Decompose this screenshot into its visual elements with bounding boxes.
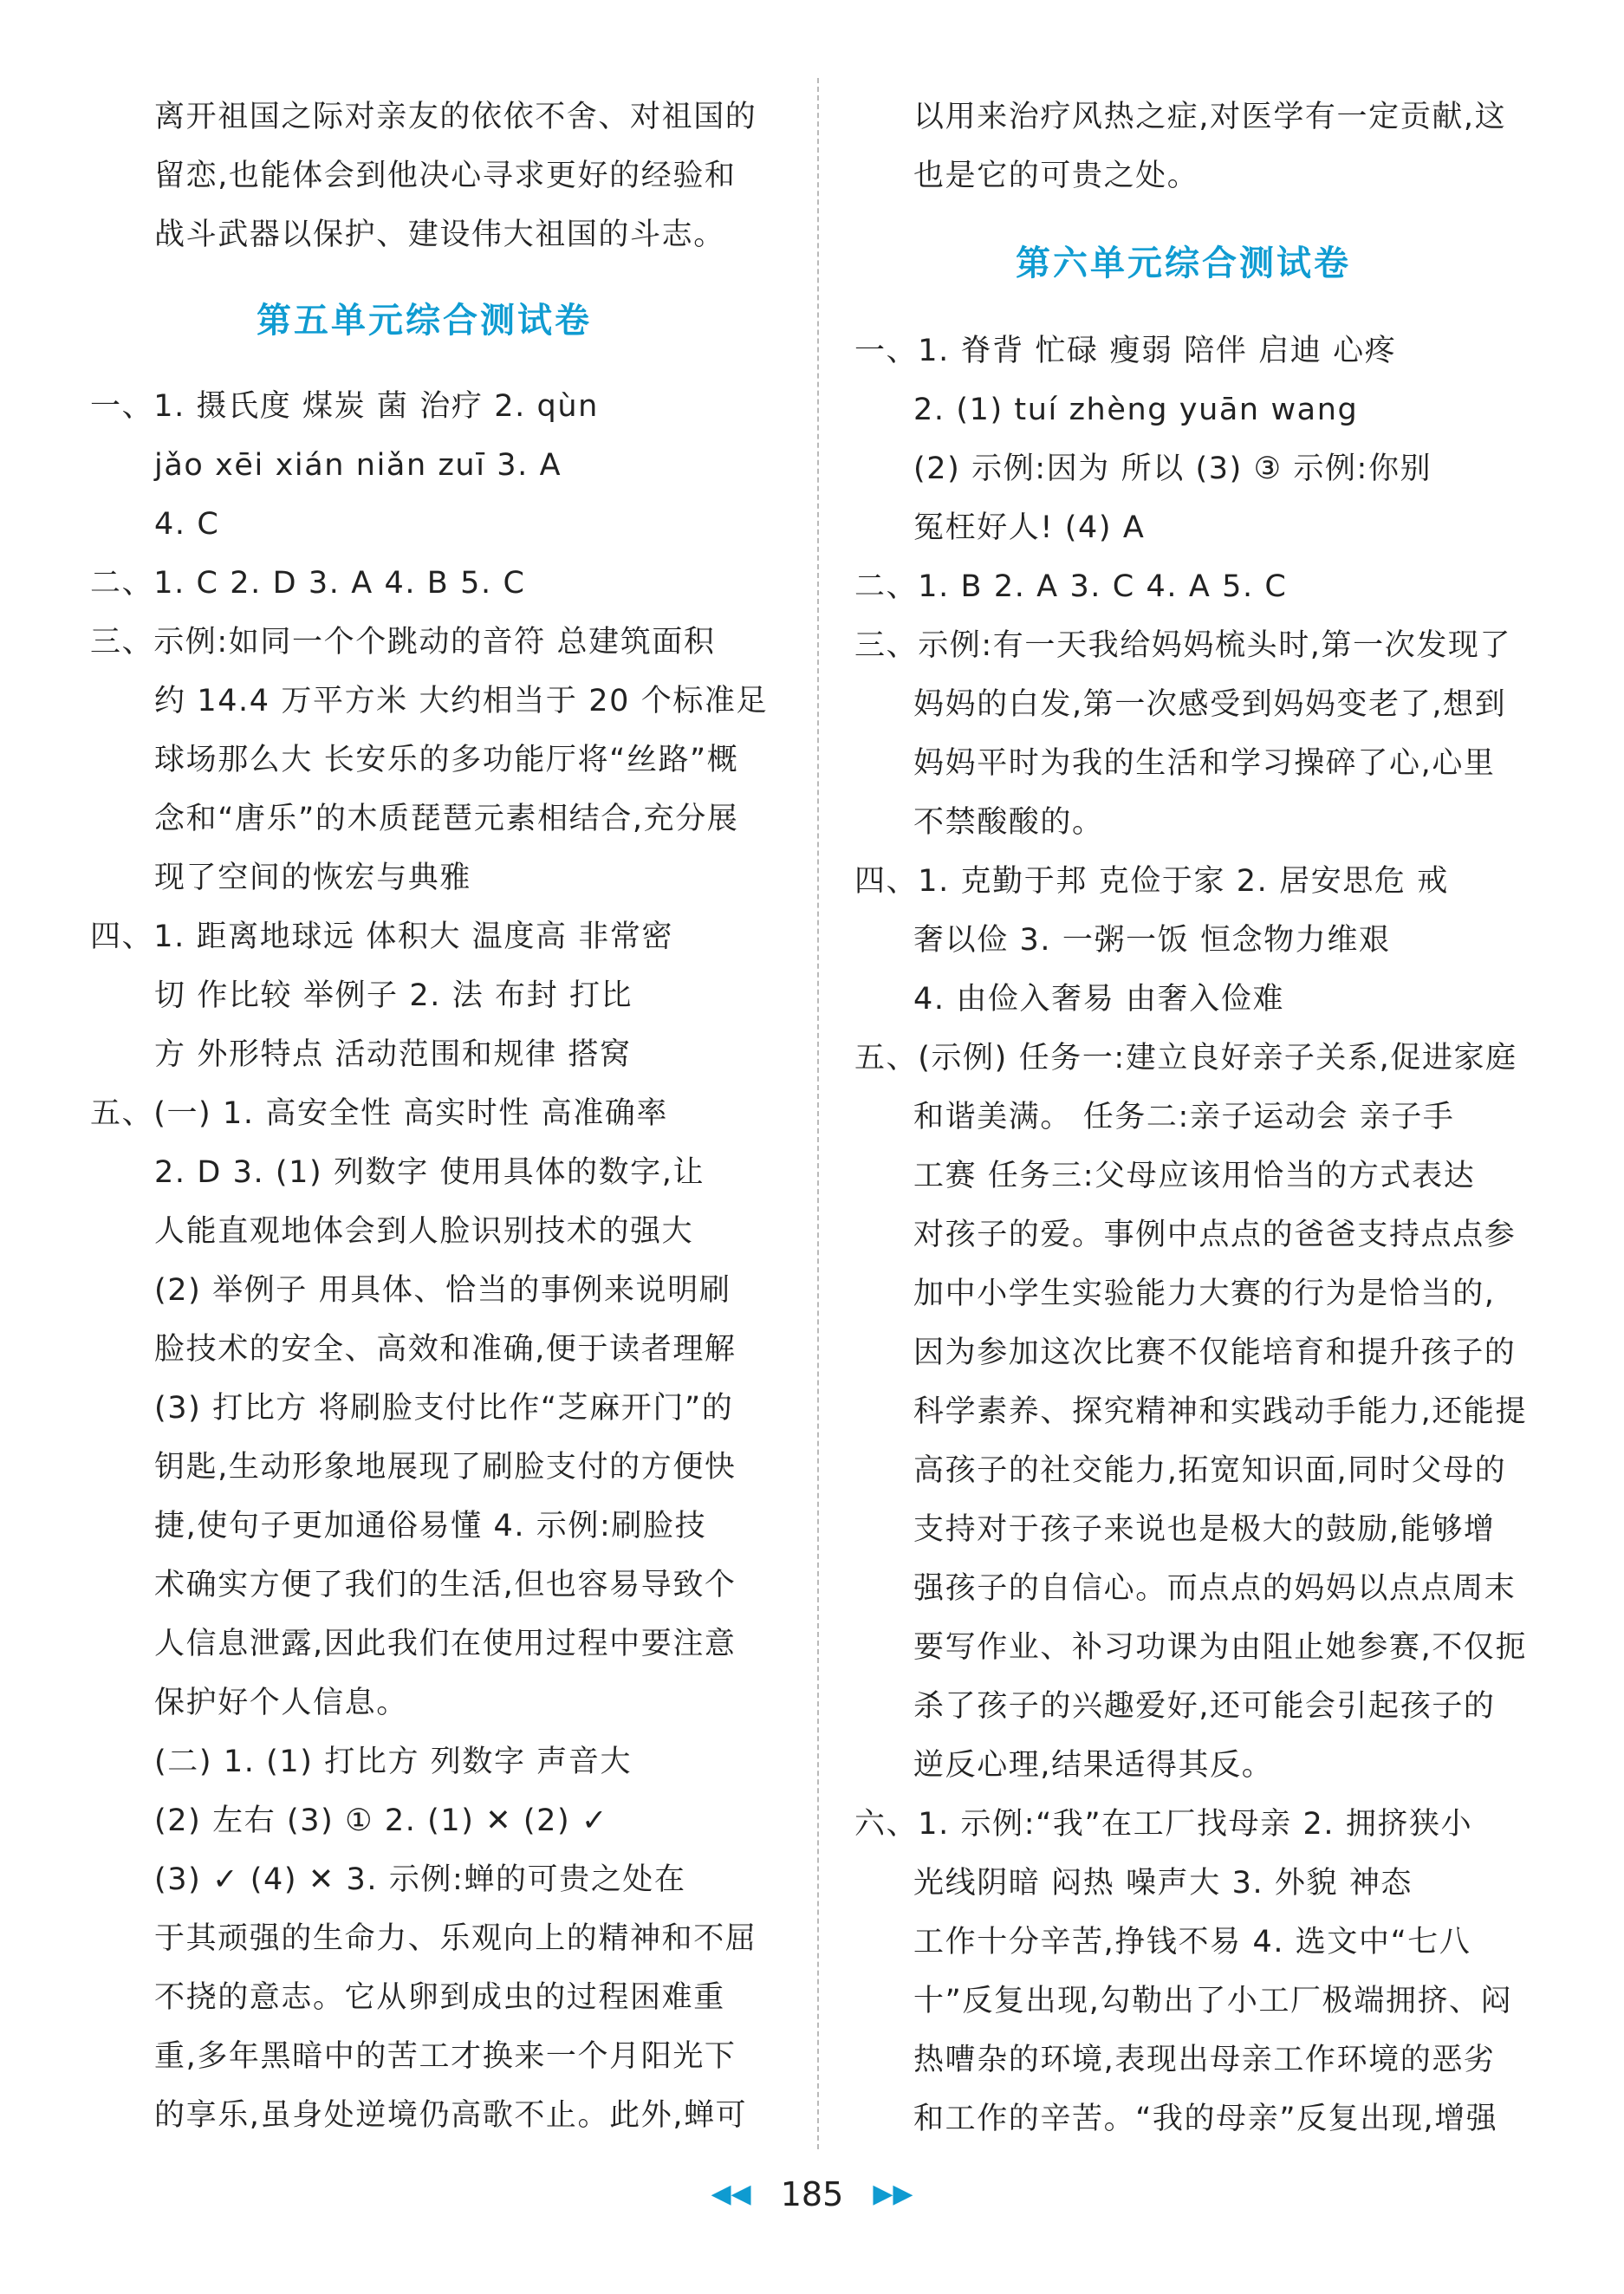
answer-line: 工赛 任务三:父母应该用恰当的方式表达	[913, 1159, 1476, 1193]
answer-line: (3) ✓ (4) ✕ 3. 示例:蝉的可贵之处在	[154, 1862, 686, 1897]
answer-line: 科学素养、探究精神和实践动手能力,还能提	[913, 1394, 1528, 1429]
unit6-title: 第六单元综合测试卷	[1016, 244, 1351, 283]
answer-line: 不挠的意志。它从卵到成虫的过程困难重	[154, 1980, 725, 2015]
answer-line: 加中小学生实验能力大赛的行为是恰当的,	[913, 1277, 1496, 1311]
answer-line: 杀了孩子的兴趣爱好,还可能会引起孩子的	[913, 1689, 1496, 1724]
text-line: 以用来治疗风热之症,对医学有一定贡献,这	[913, 100, 1507, 134]
text-line: 也是它的可贵之处。	[913, 159, 1199, 193]
page-number: 185	[780, 2174, 844, 2213]
answer-line: 逆反心理,结果适得其反。	[913, 1748, 1274, 1783]
unit5-title: 第五单元综合测试卷	[257, 301, 592, 341]
column-divider	[817, 78, 819, 2149]
answer-line: 三、示例:有一天我给妈妈梳头时,第一次发现了	[854, 628, 1512, 663]
answer-line: 妈妈的白发,第一次感受到妈妈变老了,想到	[913, 687, 1507, 722]
answer-line: 冤枉好人! (4) A	[913, 510, 1146, 545]
answer-line: 一、1. 脊背 忙碌 瘦弱 陪伴 启迪 心疼	[854, 334, 1397, 368]
answer-line: 二、1. C 2. D 3. A 4. B 5. C	[90, 566, 526, 601]
answer-line: 人信息泄露,因此我们在使用过程中要注意	[154, 1627, 737, 1661]
answer-line: 一、1. 摄氏度 煤炭 菌 治疗 2. qùn	[90, 389, 599, 424]
answer-line: 工作十分辛苦,挣钱不易 4. 选文中“七八	[913, 1925, 1471, 1959]
answer-line: 要写作业、补习功课为由阻止她参赛,不仅扼	[913, 1630, 1528, 1665]
answer-line: 四、1. 距离地球远 体积大 温度高 非常密	[90, 920, 674, 954]
answer-line: (3) 打比方 将刷脸支付比作“芝麻开门”的	[154, 1391, 734, 1426]
answer-line: 的享乐,虽身处逆境仍高歌不止。此外,蝉可	[154, 2098, 748, 2133]
page-footer	[0, 2175, 1624, 2211]
text-line: 留恋,也能体会到他决心寻求更好的经验和	[154, 159, 737, 193]
answer-line: (2) 举例子 用具体、恰当的事例来说明刷	[154, 1273, 731, 1308]
answer-line: 高孩子的社交能力,拓宽知识面,同时父母的	[913, 1453, 1507, 1488]
answer-line: 因为参加这次比赛不仅能培育和提升孩子的	[913, 1335, 1517, 1370]
answer-line: 光线阴暗 闷热 噪声大 3. 外貌 神态	[913, 1866, 1413, 1901]
answer-line: 现了空间的恢宏与典雅	[154, 861, 472, 895]
answer-line: 4. 由俭入奢易 由奢入俭难	[913, 982, 1285, 1017]
answer-line: 和工作的辛苦。“我的母亲”反复出现,增强	[913, 2102, 1498, 2136]
answer-line: 人能直观地体会到人脸识别技术的强大	[154, 1214, 694, 1249]
answer-line: 十”反复出现,勾勒出了小工厂极端拥挤、闷	[913, 1984, 1513, 2018]
answer-line: jǎo xēi xián niǎn zuī 3. A	[154, 448, 562, 483]
answer-line: 球场那么大 长安乐的多功能厅将“丝路”概	[154, 743, 739, 777]
answer-line: 妈妈平时为我的生活和学习操碎了心,心里	[913, 746, 1496, 781]
answer-line: 二、1. B 2. A 3. C 4. A 5. C	[854, 569, 1288, 604]
answer-line: 不禁酸酸的。	[913, 805, 1104, 840]
answer-line: 六、1. 示例:“我”在工厂找母亲 2. 拥挤狭小	[854, 1807, 1473, 1842]
text-line: 战斗武器以保护、建设伟大祖国的斗志。	[154, 218, 725, 252]
answer-line: 方 外形特点 活动范围和规律 搭窝	[154, 1037, 632, 1072]
text-line: 离开祖国之际对亲友的依依不舍、对祖国的	[154, 100, 757, 134]
answer-line: 切 作比较 举例子 2. 法 布封 打比	[154, 978, 633, 1013]
answer-line: (2) 左右 (3) ① 2. (1) ✕ (2) ✓	[154, 1803, 608, 1838]
answer-line: (2) 示例:因为 所以 (3) ③ 示例:你别	[913, 452, 1432, 486]
answer-line: 4. C	[154, 507, 220, 542]
answer-line: 脸技术的安全、高效和准确,便于读者理解	[154, 1332, 737, 1367]
answer-line: 对孩子的爱。事例中点点的爸爸支持点点参	[913, 1218, 1517, 1252]
prev-arrows-icon: ◀◀	[711, 2178, 751, 2209]
answer-line: 念和“唐乐”的木质琵琶元素相结合,充分展	[154, 802, 739, 836]
answer-line: 五、(一) 1. 高安全性 高实时性 高准确率	[90, 1096, 669, 1131]
answer-line: 三、示例:如同一个个跳动的音符 总建筑面积	[90, 625, 716, 660]
answer-line: 钥匙,生动形象地展现了刷脸支付的方便快	[154, 1450, 737, 1485]
answer-line: 2. (1) tuí zhèng yuān wang	[913, 393, 1359, 427]
answer-line: 2. D 3. (1) 列数字 使用具体的数字,让	[154, 1155, 705, 1190]
answer-line: 支持对于孩子来说也是极大的鼓励,能够增	[913, 1512, 1496, 1547]
answer-line: 保护好个人信息。	[154, 1686, 408, 1720]
answer-line: 术确实方便了我们的生活,但也容易导致个	[154, 1568, 737, 1602]
answer-line: 四、1. 克勤于邦 克俭于家 2. 居安思危 戒	[854, 864, 1449, 899]
answer-line: 于其顽强的生命力、乐观向上的精神和不屈	[154, 1921, 757, 1956]
answer-line: 捷,使句子更加通俗易懂 4. 示例:刷脸技	[154, 1509, 707, 1543]
answer-line: 强孩子的自信心。而点点的妈妈以点点周末	[913, 1571, 1517, 1606]
answer-line: 奢以俭 3. 一粥一饭 恒念物力维艰	[913, 923, 1391, 958]
answer-line: 约 14.4 万平方米 大约相当于 20 个标准足	[154, 684, 769, 718]
answer-line: (二) 1. (1) 打比方 列数字 声音大	[154, 1745, 633, 1779]
answer-line: 和谐美满。 任务二:亲子运动会 亲子手	[913, 1100, 1455, 1134]
answer-line: 五、(示例) 任务一:建立良好亲子关系,促进家庭	[854, 1041, 1517, 1076]
answer-line: 重,多年黑暗中的苦工才换来一个月阳光下	[154, 2039, 737, 2074]
answer-line: 热嘈杂的环境,表现出母亲工作环境的恶劣	[913, 2043, 1496, 2077]
next-arrows-icon: ▶▶	[873, 2178, 913, 2209]
